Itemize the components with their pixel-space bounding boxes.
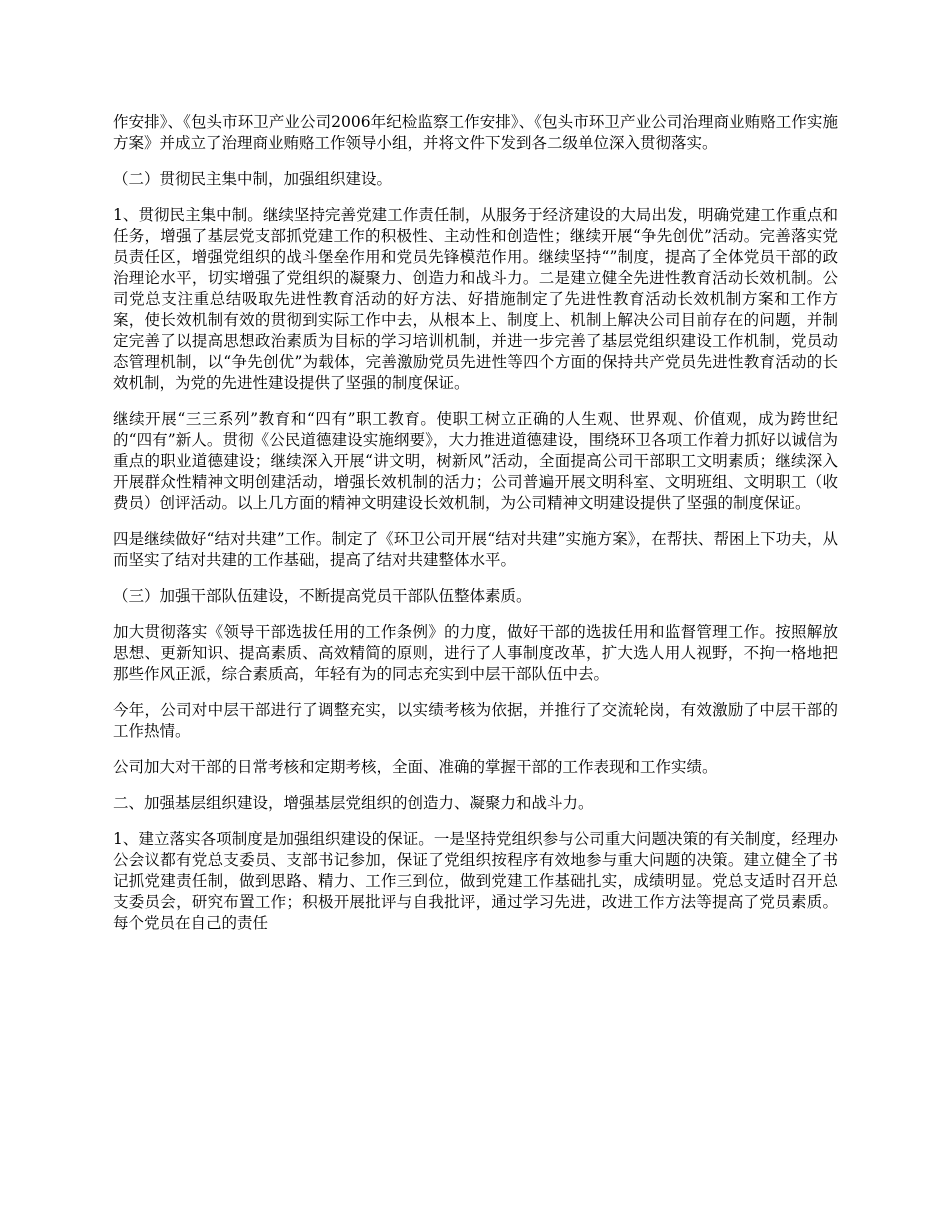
section-heading-part-2: 二、加强基层组织建设，增强基层党组织的创造力、凝聚力和战斗力。 — [113, 794, 594, 812]
paragraph-assessment: 公司加大对干部的日常考核和定期考核，全面、准确的掌握干部的工作表现和工作实绩。 — [113, 758, 718, 776]
section-heading-3: （三）加强干部队伍建设，不断提高党员干部队伍整体素质。 — [113, 587, 532, 605]
paragraph-education: 继续开展“三三系列”教育和“四有”职工教育。使职工树立正确的人生观、世界观、价值观，成为跨世纪的“四有”新人。贯彻《公民道德建设实施纲要》，大力推进道德建设，围绕环卫各项工作着力抓好以诚信为重点的职业道德建设；继续深入开展“讲文明，树新风”活动，全面提高公司干部职工文明素质；继续深入开展群众性精神文明创建活动，增强长效机制的活力；公司普遍开展文明科室、文明班组、文明职工（收费员）创评活动。以上几方面的精神文明建设长效机制，为公司精神文明建设提供了坚强的制度保证。 — [113, 410, 838, 512]
paragraph-cadre-selection: 加大贯彻落实《领导干部选拔任用的工作条例》的力度，做好干部的选拔任用和监督管理工作。按照解放思想、更新知识、提高素质、高效精简的原则，进行了人事制度改革，扩大选人用人视野，不拘一格地把那些作风正派，综合素质高，年轻有为的同志充实到中层干部队伍中去。 — [113, 623, 838, 683]
paragraph-pairing: 四是继续做好“结对共建”工作。制定了《环卫公司开展“结对共建”实施方案》，在帮扶、帮困上下功夫，从而坚实了结对共建的工作基础，提高了结对共建整体水平。 — [113, 530, 838, 569]
paragraph-democratic-centralism: 1、贯彻民主集中制。继续坚持完善党建工作责任制，从服务于经济建设的大局出发，明确党建工作重点和任务，增强了基层党支部抓党建工作的积极性、主动性和创造性；继续开展“争先创优”活动。完善落实党员责任区，增强党组织的战斗堡垒作用和党员先锋模范作用。继续坚持“”制度，提高了全体党员干部的政治理论水平，切实增强了党组织的凝聚力、创造力和战斗力。二是建立健全先进性教育活动长效机制。公司党总支注重总结吸取先进性教育活动的好方法、好措施制定了先进性教育活动长效机制方案和工作方案，使长效机制有效的贯彻到实际工作中去，从根本上、制度上、机制上解决公司目前存在的问题，并制定完善了以提高思想政治素质为目标的学习培训机制，并进一步完善了基层党组织建设工作机制，党员动态管理机制，以“争先创优”为载体，完善激励党员先进性等四个方面的保持共产党员先进性教育活动的长效机制，为党的先进性建设提供了坚强的制度保证。 — [113, 206, 838, 392]
paragraph-middle-cadres: 今年，公司对中层干部进行了调整充实，以实绩考核为依据，并推行了交流轮岗，有效激励了中层干部的工作热情。 — [113, 701, 838, 740]
document-body — [113, 112, 838, 949]
paragraph-systems: 1、建立落实各项制度是加强组织建设的保证。一是坚持党组织参与公司重大问题决策的有关制度，经理办公会议都有党总支委员、支部书记参加，保证了党组织按程序有效地参与重大问题的决策。建立健全了书记抓党建责任制，做到思路、精力、工作三到位，做到党建工作基础扎实，成绩明显。党总支适时召开总支委员会，研究布置工作；积极开展批评与自我批评，通过学习先进，改进工作方法等提高了党员素质。每个党员在自己的责任 — [113, 830, 838, 932]
section-heading-2: （二）贯彻民主集中制，加强组织建设。 — [113, 170, 393, 188]
paragraph-intro: 作安排》、《包头市环卫产业公司2006年纪检监察工作安排》、《包头市环卫产业公司治理商业贿赂工作实施方案》并成立了治理商业贿赂工作领导小组，并将文件下发到各二级单位深入贯彻落实。 — [113, 113, 838, 152]
